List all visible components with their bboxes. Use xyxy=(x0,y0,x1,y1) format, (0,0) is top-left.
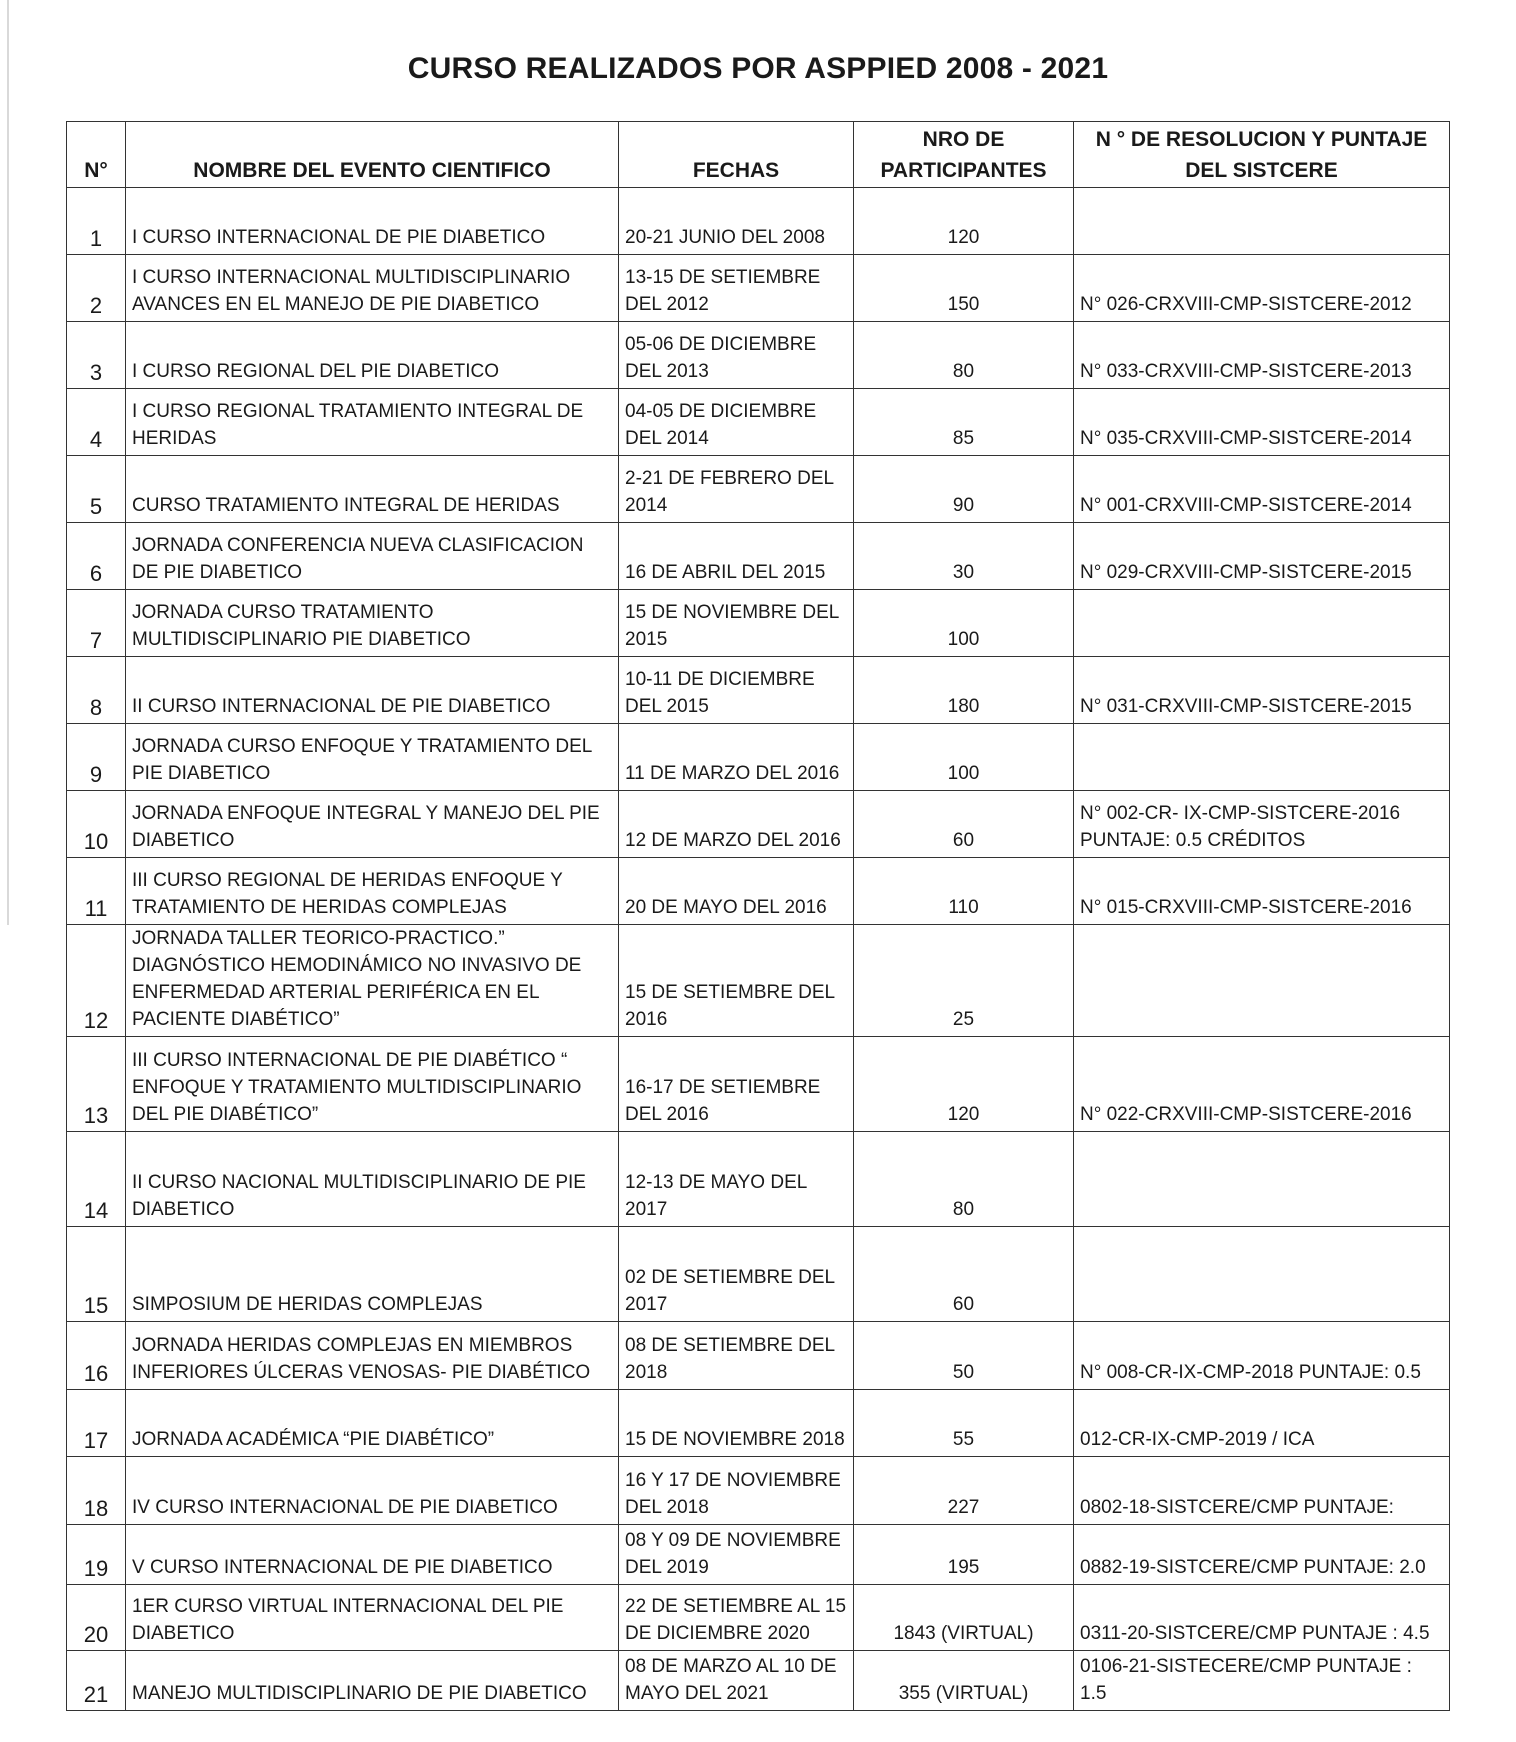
table-row xyxy=(67,657,1450,724)
event-dates: 05-06 DE DICIEMBRE DEL 2013 xyxy=(619,322,854,389)
table-row xyxy=(67,255,1450,322)
document-title: CURSO REALIZADOS POR ASPPIED 2008 - 2021 xyxy=(407,52,1109,85)
participants-count: 150 xyxy=(854,255,1074,322)
row-number: 16 xyxy=(67,1322,126,1390)
row-number: 15 xyxy=(67,1227,126,1322)
event-dates: 15 DE NOVIEMBRE DEL 2015 xyxy=(619,590,854,657)
row-number: 18 xyxy=(67,1457,126,1525)
resolution-text xyxy=(1074,188,1450,255)
participants-count: 195 xyxy=(854,1525,1074,1585)
event-name: JORNADA CURSO ENFOQUE Y TRATAMIENTO DEL PIE DIABETICO xyxy=(126,724,619,791)
resolution-text: N° 001-CRXVIII-CMP-SISTCERE-2014 xyxy=(1074,456,1450,523)
event-name: JORNADA ACADÉMICA “PIE DIABÉTICO” xyxy=(126,1390,619,1457)
courses-table xyxy=(66,121,1450,1711)
header-event: NOMBRE DEL EVENTO CIENTIFICO xyxy=(126,122,619,188)
table-row xyxy=(67,1227,1450,1322)
participants-count: 80 xyxy=(854,1132,1074,1227)
event-dates: 15 DE NOVIEMBRE 2018 xyxy=(619,1390,854,1457)
participants-count: 50 xyxy=(854,1322,1074,1390)
event-name: IV CURSO INTERNACIONAL DE PIE DIABETICO xyxy=(126,1457,619,1525)
resolution-text: 0802-18-SISTCERE/CMP PUNTAJE: xyxy=(1074,1457,1450,1525)
header-num: N° xyxy=(67,122,126,188)
event-dates: 02 DE SETIEMBRE DEL 2017 xyxy=(619,1227,854,1322)
event-name: III CURSO INTERNACIONAL DE PIE DIABÉTICO “ ENFOQUE Y TRATAMIENTO MULTIDISCIPLINARIO DEL PIE DIABÉTICO” xyxy=(126,1037,619,1132)
event-name: JORNADA HERIDAS COMPLEJAS EN MIEMBROS INFERIORES ÚLCERAS VENOSAS- PIE DIABÉTICO xyxy=(126,1322,619,1390)
event-dates: 16 Y 17 DE NOVIEMBRE DEL 2018 xyxy=(619,1457,854,1525)
header-resolution: N ° DE RESOLUCION Y PUNTAJE DEL SISTCERE xyxy=(1074,122,1450,188)
table-row xyxy=(67,523,1450,590)
table-row xyxy=(67,858,1450,925)
row-number: 20 xyxy=(67,1585,126,1651)
table-row xyxy=(67,1037,1450,1132)
table-row xyxy=(67,188,1450,255)
participants-count: 80 xyxy=(854,322,1074,389)
event-dates: 11 DE MARZO DEL 2016 xyxy=(619,724,854,791)
table-row xyxy=(67,1585,1450,1651)
table-row xyxy=(67,791,1450,858)
resolution-text: N° 022-CRXVIII-CMP-SISTCERE-2016 xyxy=(1074,1037,1450,1132)
event-name: CURSO TRATAMIENTO INTEGRAL DE HERIDAS xyxy=(126,456,619,523)
table-row xyxy=(67,1390,1450,1457)
participants-count: 355 (VIRTUAL) xyxy=(854,1651,1074,1711)
row-number: 1 xyxy=(67,188,126,255)
row-number: 12 xyxy=(67,925,126,1037)
table-row xyxy=(67,456,1450,523)
event-dates: 16-17 DE SETIEMBRE DEL 2016 xyxy=(619,1037,854,1132)
event-name: I CURSO REGIONAL TRATAMIENTO INTEGRAL DE HERIDAS xyxy=(126,389,619,456)
table-row xyxy=(67,1651,1450,1711)
participants-count: 30 xyxy=(854,523,1074,590)
resolution-text: N° 031-CRXVIII-CMP-SISTCERE-2015 xyxy=(1074,657,1450,724)
event-dates: 20-21 JUNIO DEL 2008 xyxy=(619,188,854,255)
table-row xyxy=(67,322,1450,389)
participants-count: 60 xyxy=(854,791,1074,858)
event-name: JORNADA CURSO TRATAMIENTO MULTIDISCIPLINARIO PIE DIABETICO xyxy=(126,590,619,657)
table-row xyxy=(67,1525,1450,1585)
resolution-text: N° 026-CRXVIII-CMP-SISTCERE-2012 xyxy=(1074,255,1450,322)
participants-count: 120 xyxy=(854,1037,1074,1132)
participants-count: 60 xyxy=(854,1227,1074,1322)
resolution-text xyxy=(1074,1132,1450,1227)
row-number: 2 xyxy=(67,255,126,322)
row-number: 4 xyxy=(67,389,126,456)
row-number: 17 xyxy=(67,1390,126,1457)
row-number: 7 xyxy=(67,590,126,657)
table-header-row xyxy=(67,122,1450,188)
event-name: JORNADA TALLER TEORICO-PRACTICO.” DIAGNÓSTICO HEMODINÁMICO NO INVASIVO DE ENFERMEDAD ARTERIAL PERIFÉRICA EN EL PACIENTE DIABÉTICO” xyxy=(126,925,619,1037)
event-dates: 15 DE SETIEMBRE DEL 2016 xyxy=(619,925,854,1037)
row-number: 21 xyxy=(67,1651,126,1711)
event-dates: 20 DE MAYO DEL 2016 xyxy=(619,858,854,925)
event-name: JORNADA ENFOQUE INTEGRAL Y MANEJO DEL PIE DIABETICO xyxy=(126,791,619,858)
resolution-text xyxy=(1074,724,1450,791)
event-dates: 04-05 DE DICIEMBRE DEL 2014 xyxy=(619,389,854,456)
resolution-text: N° 015-CRXVIII-CMP-SISTCERE-2016 xyxy=(1074,858,1450,925)
resolution-text: N° 029-CRXVIII-CMP-SISTCERE-2015 xyxy=(1074,523,1450,590)
row-number: 8 xyxy=(67,657,126,724)
resolution-text: 0106-21-SISTECERE/CMP PUNTAJE : 1.5 xyxy=(1074,1651,1450,1711)
row-number: 6 xyxy=(67,523,126,590)
row-number: 11 xyxy=(67,858,126,925)
row-number: 9 xyxy=(67,724,126,791)
table-row xyxy=(67,925,1450,1037)
row-number: 10 xyxy=(67,791,126,858)
event-dates: 08 DE SETIEMBRE DEL 2018 xyxy=(619,1322,854,1390)
header-participants: NRO DE PARTICIPANTES xyxy=(854,122,1074,188)
event-name: I CURSO REGIONAL DEL PIE DIABETICO xyxy=(126,322,619,389)
row-number: 19 xyxy=(67,1525,126,1585)
table-row xyxy=(67,1322,1450,1390)
resolution-text: N° 008-CR-IX-CMP-2018 PUNTAJE: 0.5 xyxy=(1074,1322,1450,1390)
event-name: I CURSO INTERNACIONAL DE PIE DIABETICO xyxy=(126,188,619,255)
left-edge-line xyxy=(7,0,9,925)
event-name: JORNADA CONFERENCIA NUEVA CLASIFICACION DE PIE DIABETICO xyxy=(126,523,619,590)
resolution-text: N° 035-CRXVIII-CMP-SISTCERE-2014 xyxy=(1074,389,1450,456)
resolution-text xyxy=(1074,1227,1450,1322)
event-name: V CURSO INTERNACIONAL DE PIE DIABETICO xyxy=(126,1525,619,1585)
participants-count: 110 xyxy=(854,858,1074,925)
event-dates: 13-15 DE SETIEMBRE DEL 2012 xyxy=(619,255,854,322)
participants-count: 25 xyxy=(854,925,1074,1037)
event-dates: 12-13 DE MAYO DEL 2017 xyxy=(619,1132,854,1227)
event-dates: 22 DE SETIEMBRE AL 15 DE DICIEMBRE 2020 xyxy=(619,1585,854,1651)
table-row xyxy=(67,1132,1450,1227)
event-dates: 08 Y 09 DE NOVIEMBRE DEL 2019 xyxy=(619,1525,854,1585)
participants-count: 100 xyxy=(854,590,1074,657)
resolution-text: 012-CR-IX-CMP-2019 / ICA xyxy=(1074,1390,1450,1457)
row-number: 13 xyxy=(67,1037,126,1132)
event-name: SIMPOSIUM DE HERIDAS COMPLEJAS xyxy=(126,1227,619,1322)
participants-count: 55 xyxy=(854,1390,1074,1457)
table-row xyxy=(67,724,1450,791)
event-dates: 16 DE ABRIL DEL 2015 xyxy=(619,523,854,590)
resolution-text: 0882-19-SISTCERE/CMP PUNTAJE: 2.0 xyxy=(1074,1525,1450,1585)
participants-count: 1843 (VIRTUAL) xyxy=(854,1585,1074,1651)
event-name: II CURSO NACIONAL MULTIDISCIPLINARIO DE PIE DIABETICO xyxy=(126,1132,619,1227)
event-dates: 08 DE MARZO AL 10 DE MAYO DEL 2021 xyxy=(619,1651,854,1711)
resolution-text: 0311-20-SISTCERE/CMP PUNTAJE : 4.5 xyxy=(1074,1585,1450,1651)
participants-count: 227 xyxy=(854,1457,1074,1525)
event-name: III CURSO REGIONAL DE HERIDAS ENFOQUE Y TRATAMIENTO DE HERIDAS COMPLEJAS xyxy=(126,858,619,925)
participants-count: 180 xyxy=(854,657,1074,724)
event-name: I CURSO INTERNACIONAL MULTIDISCIPLINARIO AVANCES EN EL MANEJO DE PIE DIABETICO xyxy=(126,255,619,322)
resolution-text: N° 002-CR- IX-CMP-SISTCERE-2016 PUNTAJE: 0.5 CRÉDITOS xyxy=(1074,791,1450,858)
event-name: MANEJO MULTIDISCIPLINARIO DE PIE DIABETICO xyxy=(126,1651,619,1711)
event-dates: 2-21 DE FEBRERO DEL 2014 xyxy=(619,456,854,523)
participants-count: 85 xyxy=(854,389,1074,456)
resolution-text: N° 033-CRXVIII-CMP-SISTCERE-2013 xyxy=(1074,322,1450,389)
participants-count: 100 xyxy=(854,724,1074,791)
header-dates: FECHAS xyxy=(619,122,854,188)
event-name: 1ER CURSO VIRTUAL INTERNACIONAL DEL PIE DIABETICO xyxy=(126,1585,619,1651)
table-row xyxy=(67,590,1450,657)
resolution-text xyxy=(1074,925,1450,1037)
row-number: 3 xyxy=(67,322,126,389)
row-number: 5 xyxy=(67,456,126,523)
participants-count: 120 xyxy=(854,188,1074,255)
event-name: II CURSO INTERNACIONAL DE PIE DIABETICO xyxy=(126,657,619,724)
event-dates: 12 DE MARZO DEL 2016 xyxy=(619,791,854,858)
table-row xyxy=(67,1457,1450,1525)
event-dates: 10-11 DE DICIEMBRE DEL 2015 xyxy=(619,657,854,724)
row-number: 14 xyxy=(67,1132,126,1227)
resolution-text xyxy=(1074,590,1450,657)
participants-count: 90 xyxy=(854,456,1074,523)
table-row xyxy=(67,389,1450,456)
